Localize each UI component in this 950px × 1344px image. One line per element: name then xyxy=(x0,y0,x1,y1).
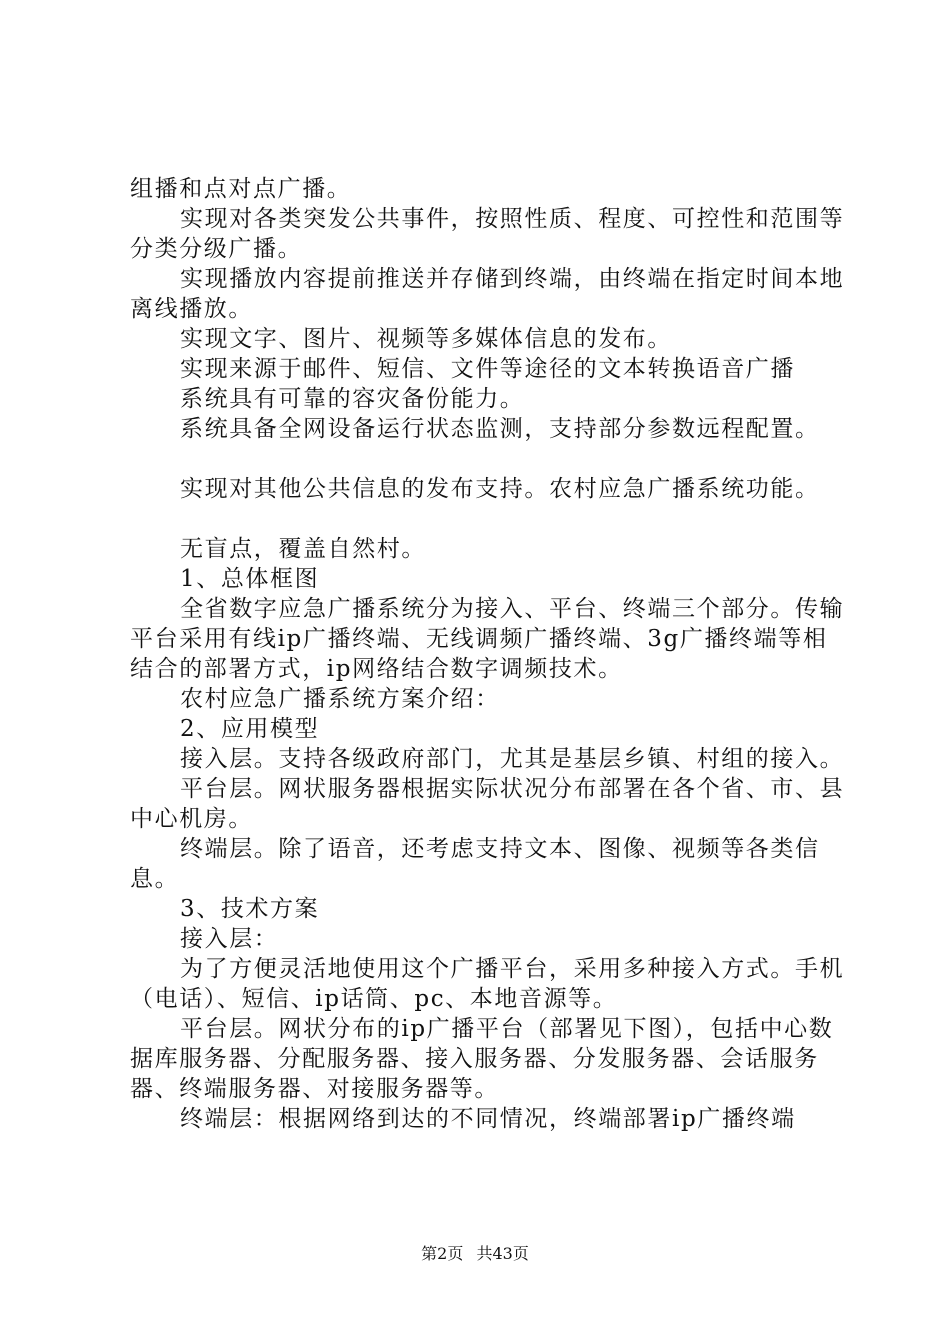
paragraph: 实现对其他公共信息的发布支持。农村应急广播系统功能。 xyxy=(180,476,820,502)
paragraph: 全省数字应急广播系统分为接入、平台、终端三个部分。传输平台采用有线ip广播终端、无线调频广播终端、3g广播终端等相结合的部署方式，ip网络结合数字调频技术。 xyxy=(130,596,845,682)
paragraph: 实现对各类突发公共事件，按照性质、程度、可控性和范围等分类分级广播。 xyxy=(130,206,845,262)
paragraph: 平台层。网状分布的ip广播平台（部署见下图），包括中心数据库服务器、分配服务器、接入服务器、分发服务器、会话服务器、终端服务器、对接服务器等。 xyxy=(130,1016,834,1102)
paragraph: 终端层。除了语音，还考虑支持文本、图像、视频等各类信息。 xyxy=(130,836,820,892)
paragraph: 无盲点，覆盖自然村。 xyxy=(180,536,426,562)
paragraph: 实现来源于邮件、短信、文件等途径的文本转换语音广播 xyxy=(180,356,795,382)
paragraph: 组播和点对点广播。 xyxy=(130,176,352,202)
paragraph: 实现文字、图片、视频等多媒体信息的发布。 xyxy=(180,326,672,352)
paragraph: 农村应急广播系统方案介绍： xyxy=(180,686,500,712)
paragraph: 平台层。网状服务器根据实际状况分布部署在各个省、市、县中心机房。 xyxy=(130,776,845,832)
paragraph: 系统具有可靠的容灾备份能力。 xyxy=(180,386,525,412)
page-footer xyxy=(0,1244,950,1264)
paragraph: 接入层。支持各级政府部门，尤其是基层乡镇、村组的接入。 xyxy=(180,746,845,772)
paragraph: 1、总体框图 xyxy=(180,566,320,592)
paragraph: 接入层： xyxy=(180,926,279,952)
paragraph: 系统具备全网设备运行状态监测，支持部分参数远程配置。 xyxy=(180,416,820,442)
paragraph: 3、技术方案 xyxy=(180,896,320,922)
page-total: 共43页 xyxy=(476,1244,529,1263)
paragraph: 实现播放内容提前推送并存储到终端，由终端在指定时间本地离线播放。 xyxy=(130,266,845,322)
paragraph: 终端层：根据网络到达的不同情况，终端部署ip广播终端 xyxy=(180,1106,796,1132)
paragraph: 2、应用模型 xyxy=(180,716,320,742)
document-body xyxy=(130,174,850,1134)
page-number: 第2页 xyxy=(421,1244,464,1263)
paragraph: 为了方便灵活地使用这个广播平台，采用多种接入方式。手机（电话）、短信、ip话筒、pc、本地音源等。 xyxy=(130,956,845,1012)
